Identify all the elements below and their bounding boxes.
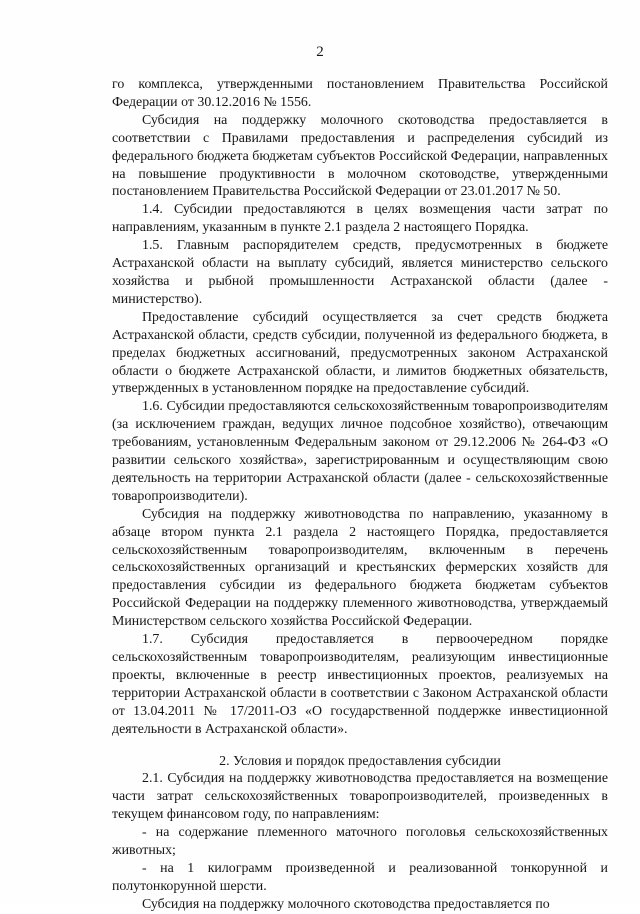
list-item-wool: - на 1 килограмм произведенной и реализованной тонкорунной и полутонкорунной шерсти. (112, 860, 608, 894)
paragraph-dairy-support-start: Субсидия на поддержку молочного скотоводства предоставляется по (142, 896, 550, 912)
paragraph-1-5: 1.5. Главным распорядителем средств, предусмотренных в бюджете Астраханской области на выплату субсидий, является министерство сельского хозяйства и рыбной промышленности Астраханской области (далее - министерство). (112, 238, 608, 307)
paragraph-1-6: 1.6. Субсидии предоставляются сельскохозяйственным товаропроизводителям (за исключением граждан, ведущих личное подсобное хозяйство), отвечающим требованиям, установленным Федеральным законом от 29.12.2006 № 264-ФЗ «О развитии сельского хозяйства», зарегистрированным и осуществляющим свою деятельность на территории Астраханской области (далее - сельскохозяйственные товаропроизводители). (112, 399, 608, 504)
paragraph-funding-sources: Предоставление субсидий осуществляется за счет средств бюджета Астраханской области, средств субсидии, полученной из федерального бюджета, в пределах бюджетных ассигнований, предусмотренных законом Астраханской области о бюджете Астраханской области, и лимитов бюджетных обязательств, утвержденных в установленном порядке на предоставление субсидий. (112, 309, 608, 397)
page-number: 2 (316, 44, 324, 60)
paragraph-2-1: 2.1. Субсидия на поддержку животноводства предоставляется на возмещение части затрат сельскохозяйственных товаропроизводителей, произведенных в текущем финансовом году, по направлениям: (112, 771, 608, 823)
list-item-breeding-stock: - на содержание племенного маточного поголовья сельскохозяйственных животных; (112, 825, 608, 859)
paragraph-1-7: 1.7. Субсидия предоставляется в первоочередном порядке сельскохозяйственным товаропроизводителям, реализующим инвестиционные проекты, включенные в реестр инвестиционных проектов, реализуемых на территории Астраханской области в соответствии с Законом Астраханской области от 13.04.2011 № 17/2011-ОЗ «О государственной поддержке инвестиционной деятельности в Астраханской области». (112, 632, 608, 737)
paragraph-dairy-subsidy-rules: Субсидия на поддержку молочного скотоводства предоставляется в соответствии с Правилами предоставления и распределения субсидий из федерального бюджета бюджетам субъектов Российской Федерации, направленных на повышение продуктивности в молочном скотоводстве, утвержденными постановлением Правительства Российской Федерации от 23.01.2017 № 50. (112, 112, 608, 200)
paragraph-continuation: го комплекса, утвержденными постановлением Правительства Российской Федерации от 30.12.2016 № 1556. (112, 77, 608, 110)
paragraph-livestock-support: Субсидия на поддержку животноводства по направлению, указанному в абзаце втором пункта 2.1 раздела 2 настоящего Порядка, предоставляется сельскохозяйственным товаропроизводителям, включенным в перечень сельскохозяйственных организаций и крестьянских фермерских хозяйств для предоставления субсидии из федерального бюджета бюджетам субъектов Российской Федерации на поддержку племенного животноводства, утверждаемый Министерством сельского хозяйства Российской Федерации. (112, 506, 608, 630)
paragraph-1-4: 1.4. Субсидии предоставляются в целях возмещения части затрат по направлениям, указанным в пункте 2.1 раздела 2 настоящего Порядка. (112, 202, 608, 236)
document-body (112, 76, 608, 914)
section-2-heading: 2. Условия и порядок предоставления субсидии (219, 753, 501, 769)
